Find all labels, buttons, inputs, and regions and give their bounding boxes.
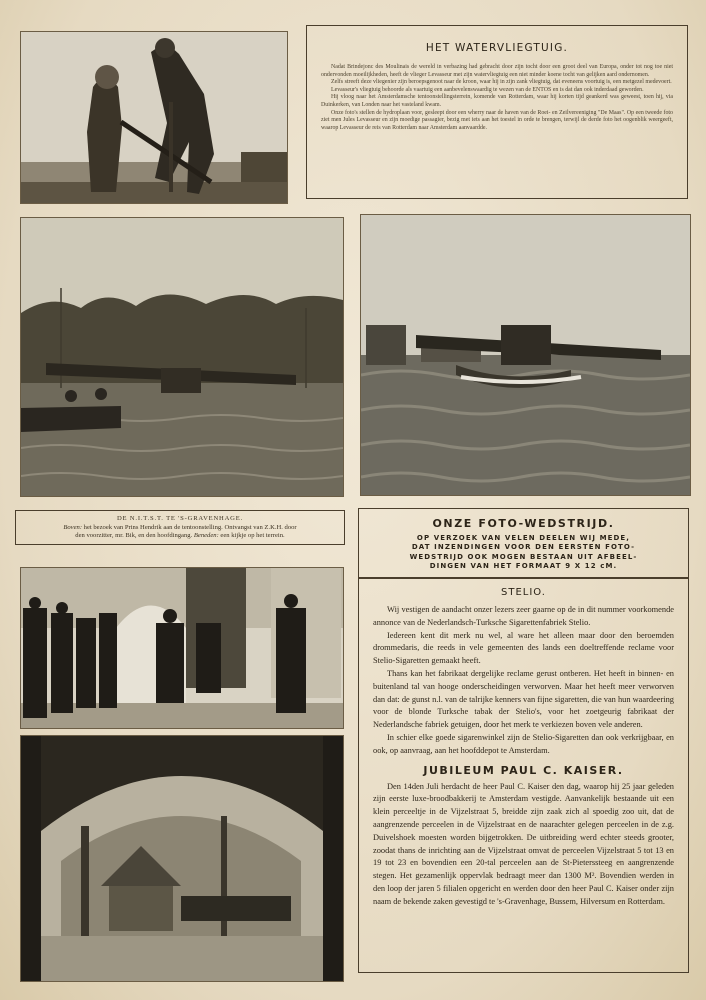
box-stelio-jubileum [358, 578, 689, 973]
caption-nitst [15, 510, 345, 545]
caption-nitst-title: DE N.I.T.S.T. TE 'S-GRAVENHAGE. [116, 515, 244, 522]
article-watervliegtuig [306, 25, 688, 199]
caption-text: den voorzitter, mr. Bik, en den hoofdingang. [75, 532, 193, 540]
photo-hydroplane-departing [360, 214, 691, 496]
contest-title: ONZE FOTO-WEDSTRIJD. [432, 517, 615, 530]
contest-line: WEDSTRIJD OOK MOGEN BESTAAN UIT AFBEEL- [409, 552, 638, 561]
watervliegtuig-paragraph: Zelfs streeft deze vliegenier zijn beroepsgenoot naar de kroon, waar hij in zijn zank vliegtuig, dat eveneens voortuig is, een metgezel medevoert. [331, 79, 672, 86]
photo-prins-hendrik-visit [20, 567, 344, 729]
stelio-title: STELIO. [501, 587, 546, 598]
article-watervliegtuig-title: HET WATERVLIEGTUIG. [425, 42, 569, 54]
caption-nitst-line1 [22, 524, 338, 533]
contest-line: DAT INZENDINGEN VOOR DEN EERSTEN FOTO- [411, 543, 636, 552]
stelio-paragraph: In schier elke goede sigarenwinkel zijn de Stelio-Sigaretten dan ook verkrijgbaar, en ook, op aanvraag, aan het hoofddepot te Amsterdam. [373, 732, 674, 755]
watervliegtuig-paragraph: Hij vloog naar het Amsterdamsche tentoonstellingsterrein, komende van Rotterdam, waar hij korten tijd geankerd was geweest, toen hij, via Duinkerken, van Londen naar het vasteland kwam. [321, 94, 673, 108]
stelio-paragraph: Iedereen kent dit merk nu wel, al ware het alleen maar door den beroemden drommedaris, die reeds in vele gemeenten des lands een doeltreffende reclame voor Stelio-Sigaretten gemaakt heeft. [373, 630, 674, 666]
stelio-paragraph: Wij vestigen de aandacht onzer lezers zeer gaarne op de in dit nummer voorkomende annonce van de Nederlandsch-Turksche Sigarettenfabriek Stelio. [373, 605, 674, 627]
photo-levasseur-passenger [20, 31, 288, 204]
watervliegtuig-paragraph: Nadat Brindejonc des Moulinais de wereld in verbazing had gebracht door zijn tocht door een groot deel van Europa, onder tot nog toe niet ondervonden moeilijkheden, heeft de vlieger Levasseur met zijn watervliegtuig een niet minder koene tocht van gelijken aard ondernomen. [321, 64, 673, 78]
jubileum-paragraph: Den 14den Juli herdacht de heer Paul C. Kaiser den dag, waarop hij 25 jaar geleden zijn eerste luxe-broodbakkerij te Amsterdam vestigde. Aanvankelijk bestaande uit een klein perceeltje in de Vijzelstraat 5, breidde zijn zaak zich al spoedig zoo uit, dat de aangrenzende perceelen in de Vijzelstraat en de naarachter gelegen perceelen in de z.g. Duivelshoek moesten worden bijgetrokken. De uitbreiding werd echter steeds grooter, zoodat thans de inrichting aan de Vijzelstraat omvat de perceelen Vijzelstraat 5 tot 13 en 19 tot 23 en bovendien een 20-tal perceelen aan de St-Pieterssteeg en aangrenzende stegen. Het gezamenlijk oppervlak bedraagt meer dan 1300 M². Bovendien werden in den loop der jaren 5 filialen opgericht en werden door den heer Paul C. Kaiser onder zijn naam de bekende zaken gevestigd te 's-Gravenhage, Bussem, Hilversum en Rotterdam. [373, 781, 674, 906]
stelio-paragraph: Thans kan het fabrikaat dergelijke reclame gerust ontberen. Het heeft in binnen- en buitenland tal van hooge onderscheidingen verworven. Maar het heeft meer verworven dan dat: de gunst n.l. van de talrijke kenners van fijne sigaretten, die van hun waardeering voor de blonde Turksche tabak der Stelio's, voor het zoetgeurig fabrikaat der Nederlandsche fabriek getuigen, door het merk te verkiezen boven vele anderen. [373, 668, 674, 730]
watervliegtuig-paragraph: Onze foto's stellen de hydroplaan voor, gesleept door een wherry naar de haven van de Roei- en Zeilvereeniging "De Maas". Op een tweede foto ziet men Jules Levasseur en zijn moedige passagier, bezig met iets aan het toestel in orde te brengen, terwijl de derde foto het oogenblik weergeeft, waarop Levasseur de reis van Rotterdam naar Amsterdam aanvaardde. [321, 109, 673, 131]
photo-terrein-archway [20, 735, 344, 982]
jubileum-title: JUBILEUM PAUL C. KAISER. [423, 763, 624, 777]
box-foto-wedstrijd [358, 508, 689, 578]
contest-line: DINGEN VAN HET FORMAAT 9 X 12 cM. [429, 562, 618, 571]
caption-nitst-line2 [22, 532, 338, 541]
watervliegtuig-paragraph: Levasseur's vliegtuig behoorde als vaartuig een aanbevelenswaardig te wezen van de ENTOS en is dat dan ook inderdaad geworden. [331, 86, 644, 93]
caption-text: het bezoek van Prins Hendrik aan de tentoonstelling. Ontvangst van Z.K.H. door [82, 523, 297, 531]
photo-hydroplane-towed [20, 217, 344, 497]
caption-label-beneden: Beneden: [193, 532, 219, 540]
caption-text: een kijkje op het terrein. [218, 532, 285, 540]
contest-line: OP VERZOEK VAN VELEN DEELEN WIJ MEDE, [416, 534, 631, 542]
caption-label-boven: Boven: [63, 523, 83, 531]
